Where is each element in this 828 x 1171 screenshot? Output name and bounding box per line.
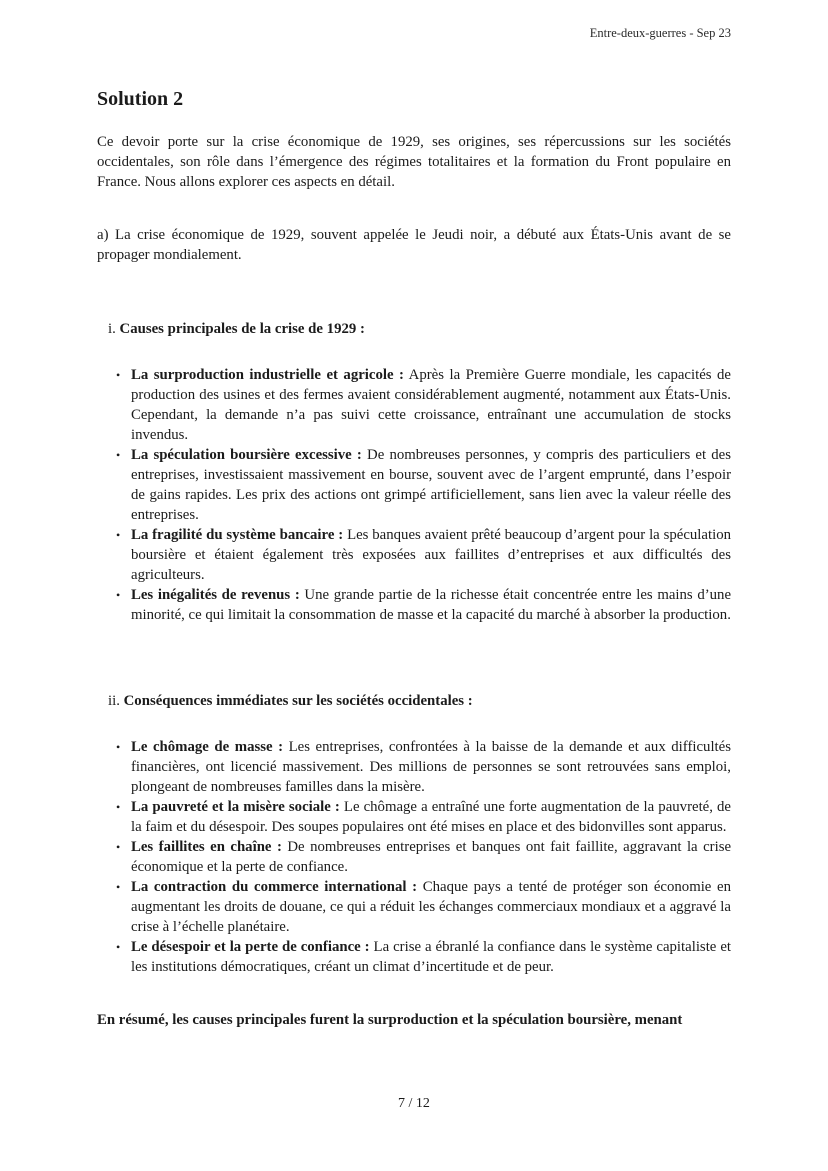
bullet-lead: Le chômage de masse : (131, 739, 284, 755)
section-causes-heading-text: Causes principales de la crise de 1929 : (119, 321, 365, 337)
list-item (115, 525, 731, 585)
bullet-text: Une grande partie de la richesse était concentrée entre les mains d’une minorité, ce qui limitait la consommation de masse et la capacité du marché à absorber la production. (131, 587, 732, 623)
consequences-bullet-list (115, 737, 731, 977)
bullet-lead: La spéculation boursière excessive : (131, 447, 362, 463)
bullet-text: Après la Première Guerre mondiale, les capacités de production des usines et des fermes avaient considérablement augmenté, notamment aux États-Unis. Cependant, la demande n’a pas suivi cette croissance, entraînant une accumulation de stocks invendus. (131, 367, 731, 443)
page-content (97, 0, 731, 1031)
running-header: Entre-deux-guerres - Sep 23 (589, 26, 731, 40)
bullet-lead: La fragilité du système bancaire : (131, 527, 344, 543)
section-causes-numeral: i. (108, 321, 116, 337)
bullet-text: Chaque pays a tenté de protéger son économie en augmentant les droits de douane, ce qui a réduit les échanges commerciaux mondiaux et a aggravé la crise à l’échelle planétaire. (131, 879, 732, 935)
summary-line: En résumé, les causes principales furent la surproduction et la spéculation boursière, menant (97, 1012, 683, 1028)
causes-bullet-list (115, 365, 731, 625)
bullet-lead: La pauvreté et la misère sociale : (131, 799, 340, 815)
paragraph-a: a) La crise économique de 1929, souvent appelée le Jeudi noir, a débuté aux États-Unis avant de se propager mondialement. (97, 227, 731, 263)
bullet-text: De nombreuses entreprises et banques ont fait faillite, aggravant la crise économique et la perte de confiance. (131, 839, 732, 875)
list-item (115, 937, 731, 977)
list-item (115, 365, 731, 445)
bullet-lead: Les inégalités de revenus : (131, 587, 300, 603)
page-number: 7 / 12 (398, 1096, 430, 1111)
intro-paragraph: Ce devoir porte sur la crise économique de 1929, ses origines, ses répercussions sur les sociétés occidentales, son rôle dans l’émergence des régimes totalitaires et la formation du Front populaire en France. Nous allons explorer ces aspects en détail. (97, 134, 731, 190)
solution-title: Solution 2 (97, 88, 184, 110)
section-consequences-numeral: ii. (108, 693, 120, 709)
list-item (115, 445, 731, 525)
bullet-lead: La contraction du commerce international : (131, 879, 418, 895)
bullet-text: Les banques avaient prêté beaucoup d’argent pour la spéculation boursière et étaient également très exposées aux faillites d’entreprises et aux difficultés des agriculteurs. (131, 527, 732, 583)
list-item (115, 737, 731, 797)
section-consequences (97, 691, 731, 977)
bullet-text: La crise a ébranlé la confiance dans le système capitaliste et les institutions démocratiques, créant un climat d’incertitude et de peur. (131, 939, 731, 975)
list-item (115, 837, 731, 877)
section-causes-heading (108, 319, 731, 339)
section-consequences-heading-text: Conséquences immédiates sur les sociétés occidentales : (123, 693, 473, 709)
bullet-lead: Les faillites en chaîne : (131, 839, 282, 855)
list-item (115, 797, 731, 837)
bullet-lead: La surproduction industrielle et agricole : (131, 367, 404, 383)
bullet-text: Les entreprises, confrontées à la baisse de la demande et aux difficultés financières, ont licencié massivement. Des millions de personnes se sont retrouvées sans emploi, plongeant de nombreuses familles dans la misère. (131, 739, 731, 795)
section-causes (97, 319, 731, 625)
bullet-lead: Le désespoir et la perte de confiance : (131, 939, 370, 955)
list-item (115, 585, 731, 625)
section-consequences-heading (108, 691, 731, 711)
bullet-text: De nombreuses personnes, y compris des particuliers et des entreprises, investissaient massivement en bourse, souvent avec de l’argent emprunté, dans l’espoir de gains rapides. Les prix des actions ont grimpé artificiellement, sans lien avec la valeur réelle des entreprises. (131, 447, 732, 523)
bullet-text: Le chômage a entraîné une forte augmentation de la pauvreté, de la faim et du désespoir. Des soupes populaires ont été mises en place et des bidonvilles sont apparus. (131, 799, 731, 835)
list-item (115, 877, 731, 937)
